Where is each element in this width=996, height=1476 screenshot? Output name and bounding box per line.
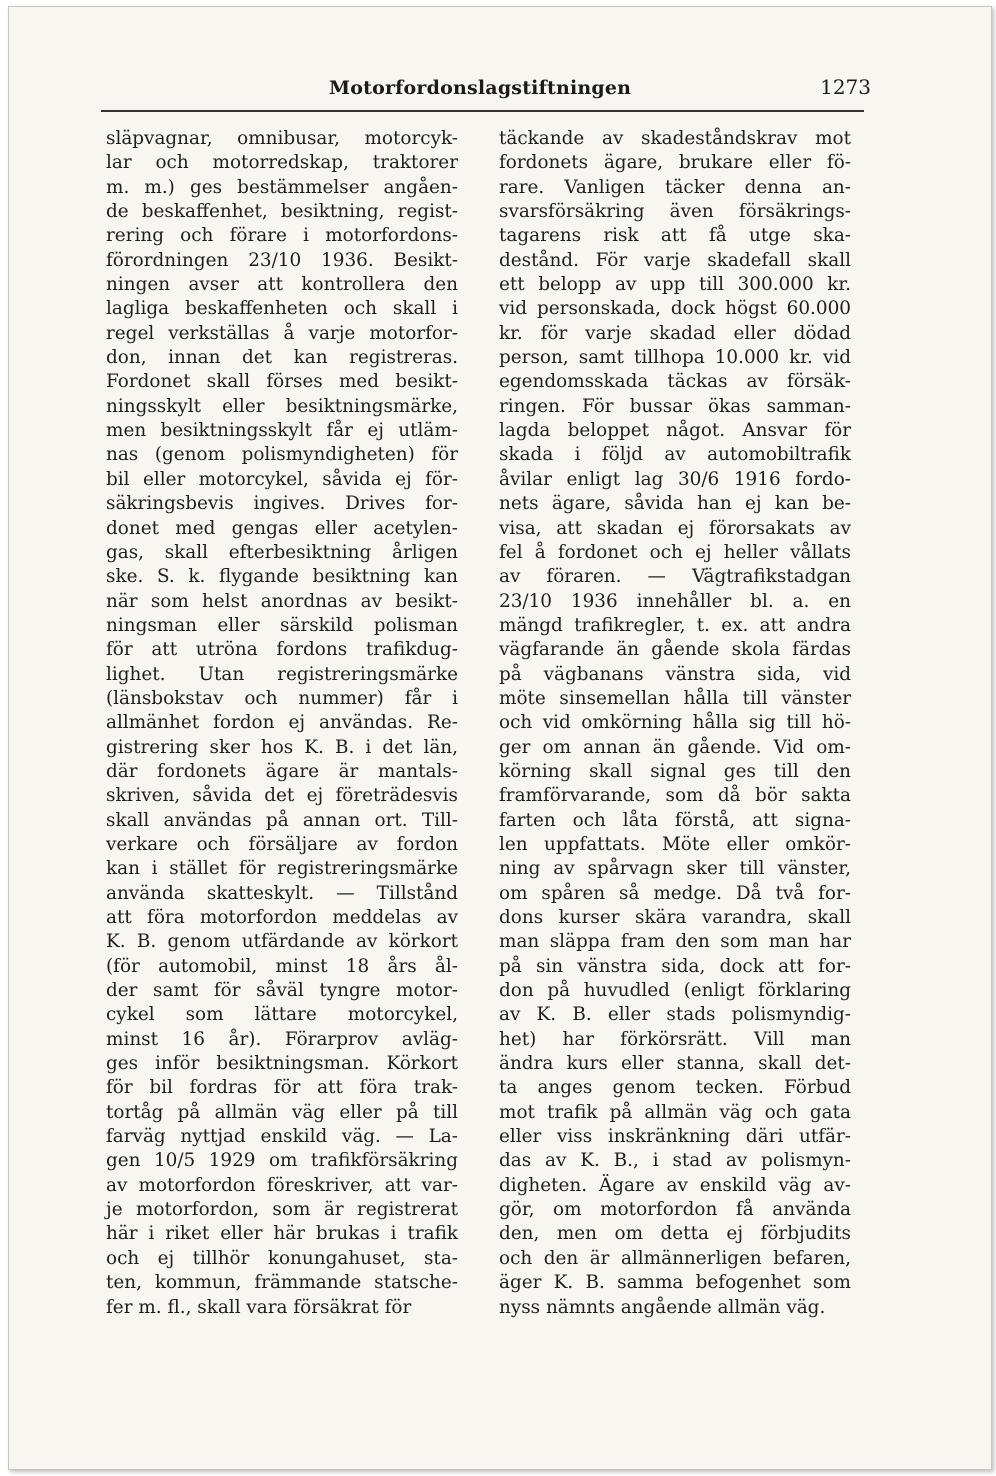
text-line: fer m. fl., skall vara försäkrat för: [106, 1296, 412, 1318]
text-line: das av K. B., i stad av polismyn-: [499, 1150, 851, 1172]
text-line: het) har förkörsrätt. Vill man: [499, 1028, 851, 1050]
text-line: den, men om detta ej förbjudits: [499, 1223, 851, 1245]
text-line: om spåren så medge. Då två for-: [499, 882, 851, 904]
text-line: ta anges genom tecken. Förbud: [499, 1077, 851, 1099]
text-line: len uppfattats. Möte eller omkör-: [499, 833, 851, 855]
left-column: [106, 127, 458, 1320]
text-line: använda skatteskylt. — Tillstånd: [106, 882, 458, 904]
text-line: mot trafik på allmän väg och gata: [499, 1101, 851, 1123]
text-line: av motorfordon föreskriver, att var-: [106, 1174, 458, 1196]
text-line: nas (genom polismyndigheten) för: [106, 444, 458, 466]
running-title: Motorfordonslagstiftningen: [329, 77, 632, 99]
text-line: ger om annan än gående. Vid om-: [499, 736, 851, 758]
text-line: ning av spårvagn sker till vänster,: [499, 858, 851, 880]
text-line: (länsbokstav och nummer) får i: [106, 687, 458, 709]
text-line: don, innan det kan registreras.: [106, 347, 458, 369]
text-line: lagda beloppet något. Ansvar för: [499, 420, 851, 442]
text-line: släpvagnar, omnibusar, motorcyk-: [106, 128, 458, 149]
text-line: täckande av skadeståndskrav mot: [499, 128, 851, 149]
text-line: mängd trafikregler, t. ex. att andra: [499, 614, 851, 636]
text-line: lagliga beskaffenheten och skall i: [106, 298, 458, 320]
page-number: 1273: [820, 75, 871, 99]
text-line: och den är allmännerligen befaren,: [499, 1247, 851, 1269]
text-line: ringen. För bussar ökas samman-: [499, 395, 851, 417]
text-line: ningsman eller särskild polisman: [106, 614, 458, 636]
text-line: don på huvudled (enligt förklaring: [499, 980, 851, 1002]
text-line: säkringsbevis ingives. Drives for-: [106, 493, 458, 515]
text-line: fordonets ägare, brukare eller fö-: [499, 152, 851, 174]
text-line: gen 10/5 1929 om trafikförsäkring: [106, 1150, 458, 1172]
text-line: av K. B. eller stads polismyndig-: [499, 1004, 851, 1026]
text-line: lar och motorredskap, traktorer: [106, 152, 458, 174]
text-line: kr. för varje skadad eller dödad: [499, 322, 851, 344]
text-line: minst 16 år). Förarprov avläg-: [106, 1028, 458, 1050]
text-line: att föra motorfordon meddelas av: [106, 907, 458, 928]
text-line: person, samt tillhopa 10.000 kr. vid: [499, 347, 851, 369]
text-line: allmänhet fordon ej användas. Re-: [106, 712, 458, 734]
text-line: där fordonets ägare är mantals-: [106, 760, 458, 782]
text-line: möte sinsemellan hålla till vänster: [499, 687, 851, 709]
text-line: ändra kurs eller stanna, skall det-: [499, 1053, 851, 1075]
text-line: egendomsskada täckas av försäk-: [499, 371, 851, 393]
text-line: man släppa fram den som man har: [499, 931, 851, 953]
text-line: je motorfordon, som är registrerat: [106, 1199, 458, 1221]
text-line: ske. S. k. flygande besiktning kan: [106, 566, 458, 588]
text-line: förordningen 23/10 1936. Besikt-: [106, 249, 458, 271]
text-line: lighet. Utan registreringsmärke: [106, 663, 458, 685]
text-line: donet med gengas eller acetylen-: [106, 517, 458, 539]
text-line: digheten. Ägare av enskild väg av-: [499, 1174, 851, 1196]
text-line: ett belopp av upp till 300.000 kr.: [499, 274, 851, 296]
text-line: regel verkställas å varje motorfor-: [106, 322, 458, 344]
text-line: men besiktningsskylt får ej utläm-: [106, 420, 458, 442]
text-line: rering och förare i motorfordons-: [106, 225, 458, 247]
text-line: Fordonet skall förses med besikt-: [106, 371, 458, 393]
text-line: när som helst anordnas av besikt-: [106, 590, 458, 612]
text-line: nyss nämnts angående allmän väg.: [499, 1296, 826, 1318]
text-line: åvilar enligt lag 30/6 1916 fordo-: [499, 468, 851, 490]
text-line: svarsförsäkring även försäkrings-: [499, 201, 851, 223]
text-line: för bil fordras för att föra trak-: [106, 1077, 458, 1099]
text-line: ningsskylt eller besiktningsmärke,: [106, 395, 458, 417]
text-line: vid personskada, dock högst 60.000: [499, 298, 851, 320]
text-line: fel å fordonet och ej heller vållats: [499, 541, 851, 563]
text-line: ges inför besiktningsman. Körkort: [106, 1053, 458, 1075]
text-line: dons kurser skära varandra, skall: [499, 907, 851, 928]
text-line: äger K. B. samma befogenhet som: [499, 1272, 851, 1294]
text-line: på vägbanans vänstra sida, vid: [499, 663, 851, 685]
text-line: der samt för såväl tyngre motor-: [106, 980, 458, 1002]
text-line: eller viss inskränkning däri utfär-: [499, 1126, 851, 1148]
text-line: rare. Vanligen täcker denna an-: [499, 176, 851, 198]
text-line: skriven, såvida det ej företrädesvis: [106, 785, 458, 807]
text-line: för att utröna fordons trafikdug-: [106, 639, 458, 661]
text-line: skall användas på annan ort. Till-: [106, 809, 458, 831]
text-line: och vid omkörning hålla sig till hö-: [499, 712, 851, 734]
text-line: K. B. genom utfärdande av körkort: [106, 931, 458, 953]
text-line: här i riket eller här brukas i trafik: [106, 1223, 458, 1245]
text-line: gistrering sker hos K. B. i det län,: [106, 736, 458, 758]
text-line: nets ägare, såvida han ej kan be-: [499, 493, 851, 515]
right-column: [499, 127, 851, 1320]
text-line: (för automobil, minst 18 års ål-: [106, 955, 458, 977]
text-line: bil eller motorcykel, såvida ej för-: [106, 468, 458, 490]
text-line: vägfarande än gående skola färdas: [499, 639, 851, 661]
text-line: farväg nyttjad enskild väg. — La-: [106, 1126, 458, 1148]
text-line: tagarens risk att få utge ska-: [499, 225, 851, 247]
text-line: gas, skall efterbesiktning årligen: [106, 541, 458, 563]
text-line: på sin vänstra sida, dock att for-: [499, 955, 851, 977]
text-line: de beskaffenhet, besiktning, regist-: [106, 201, 458, 223]
text-line: farten och låta förstå, att signa-: [499, 809, 851, 831]
text-line: 23/10 1936 innehåller bl. a. en: [499, 590, 851, 612]
text-line: framförvarande, som då bör sakta: [499, 785, 851, 807]
text-line: körning skall signal ges till den: [499, 760, 851, 782]
text-line: destånd. För varje skadefall skall: [499, 249, 851, 271]
text-line: av föraren. — Vägtrafikstadgan: [499, 566, 851, 588]
header-rule: [101, 110, 864, 112]
document-page: [8, 6, 992, 1470]
text-line: tortåg på allmän väg eller på till: [106, 1101, 458, 1123]
text-line: kan i stället för registreringsmärke: [106, 858, 458, 880]
text-line: visa, att skadan ej förorsakats av: [499, 517, 851, 539]
text-line: verkare och försäljare av fordon: [106, 833, 458, 855]
text-line: m. m.) ges bestämmelser angåen-: [106, 176, 458, 198]
text-line: cykel som lättare motorcykel,: [106, 1004, 458, 1026]
text-line: ningen avser att kontrollera den: [106, 274, 458, 296]
text-line: gör, om motorfordon få använda: [499, 1199, 851, 1221]
text-line: och ej tillhör konungahuset, sta-: [106, 1247, 458, 1269]
text-line: skada i följd av automobiltrafik: [499, 444, 851, 466]
text-line: ten, kommun, främmande statsche-: [106, 1272, 458, 1294]
